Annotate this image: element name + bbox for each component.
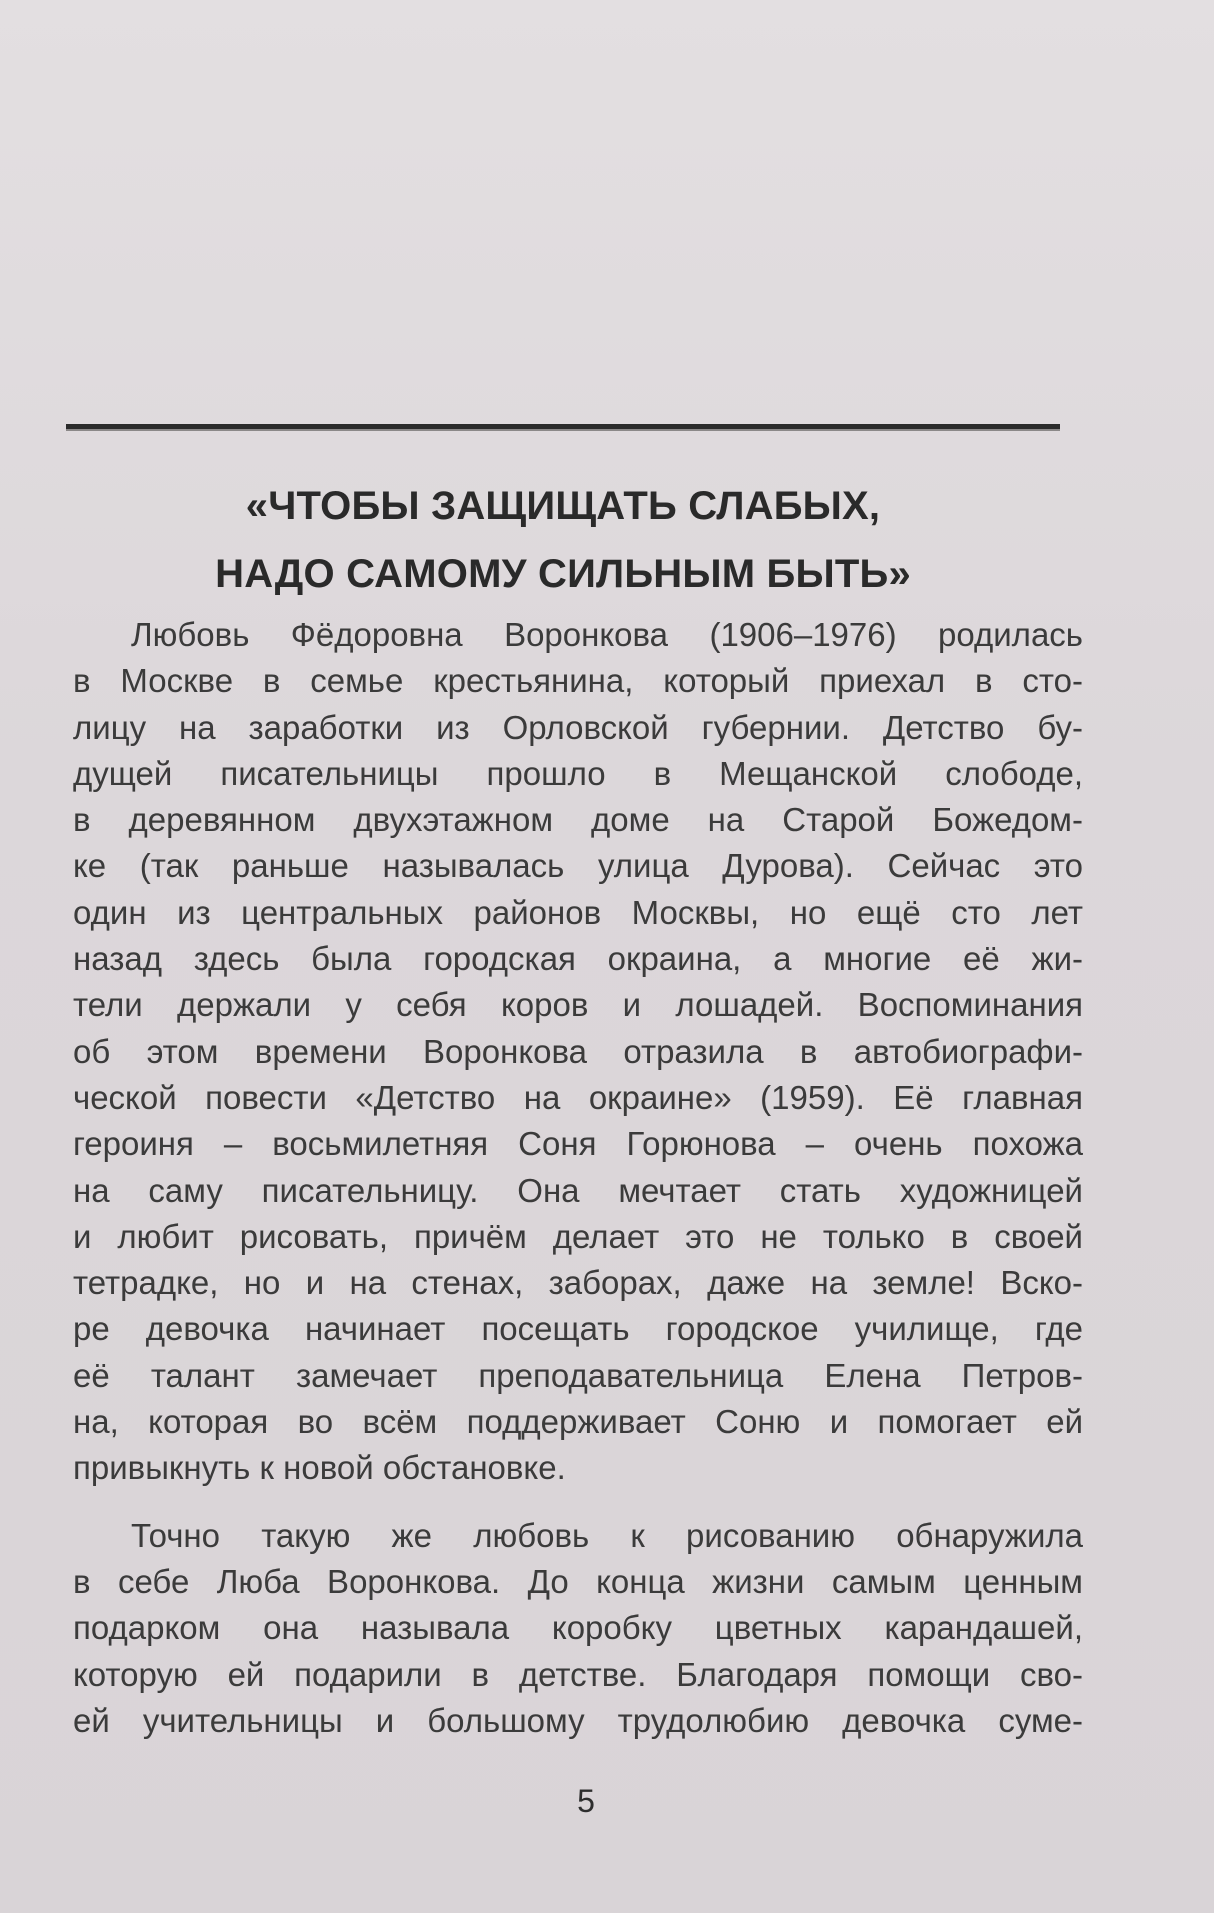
- text-line: в Москве в семье крестьянина, который приехал в сто-: [73, 662, 1083, 700]
- text-line: и любит рисовать, причём делает это не только в своей: [73, 1217, 1083, 1255]
- text-line: об этом времени Воронкова отразила в автобиографи-: [73, 1032, 1083, 1070]
- page-number: 5: [577, 1783, 595, 1819]
- text-line: в себе Люба Воронкова. До конца жизни самым ценным: [73, 1562, 1083, 1600]
- text-line: на саму писательницу. Она мечтает стать художницей: [73, 1171, 1083, 1209]
- text-line: один из центральных районов Москвы, но ещё сто лет: [73, 893, 1083, 931]
- heading-line-1: «ЧТОБЫ ЗАЩИЩАТЬ СЛАБЫХ,: [245, 484, 881, 528]
- text-line: ре девочка начинает посещать городское училище, где: [73, 1310, 1083, 1348]
- text-line: подарком она называла коробку цветных карандашей,: [73, 1609, 1083, 1647]
- text-line: Точно такую же любовь к рисованию обнаружила: [131, 1516, 1083, 1554]
- text-line: ей учительницы и большому трудолюбию девочка суме-: [73, 1701, 1083, 1739]
- text-line: тетрадке, но и на стенах, заборах, даже на земле! Вско-: [73, 1264, 1083, 1302]
- text-line: ческой повести «Детство на окраине» (1959). Её главная: [73, 1078, 1083, 1116]
- header-rule: [66, 424, 1060, 431]
- text-line: Любовь Фёдоровна Воронкова (1906–1976) родилась: [131, 616, 1083, 653]
- text-line: лицу на заработки из Орловской губернии. Детство бу-: [73, 708, 1083, 746]
- body-text: [73, 612, 1083, 1744]
- text-line: тели держали у себя коров и лошадей. Воспоминания: [73, 986, 1083, 1024]
- text-line: на, которая во всём поддерживает Соню и помогает ей: [73, 1403, 1083, 1441]
- text-line: привыкнуть к новой обстановке.: [73, 1449, 566, 1487]
- paragraph-spacer: [73, 1492, 1083, 1513]
- text-line: которую ей подарили в детстве. Благодаря помощи сво-: [73, 1655, 1083, 1693]
- paragraph-1: [73, 612, 1083, 1492]
- text-line: в деревянном двухэтажном доме на Старой Божедом-: [73, 801, 1083, 839]
- text-line: назад здесь была городская окраина, а многие её жи-: [73, 940, 1083, 978]
- heading-line-2: НАДО САМОМУ СИЛЬНЫМ БЫТЬ»: [215, 552, 911, 596]
- chapter-heading: [66, 472, 1060, 608]
- paragraph-2: [73, 1513, 1083, 1744]
- text-line: героиня – восьмилетняя Соня Горюнова – очень похожа: [73, 1125, 1083, 1163]
- text-line: её талант замечает преподавательница Елена Петров-: [73, 1356, 1083, 1394]
- text-line: ке (так раньше называлась улица Дурова). Сейчас это: [73, 847, 1083, 885]
- text-line: дущей писательницы прошло в Мещанской слободе,: [73, 754, 1083, 792]
